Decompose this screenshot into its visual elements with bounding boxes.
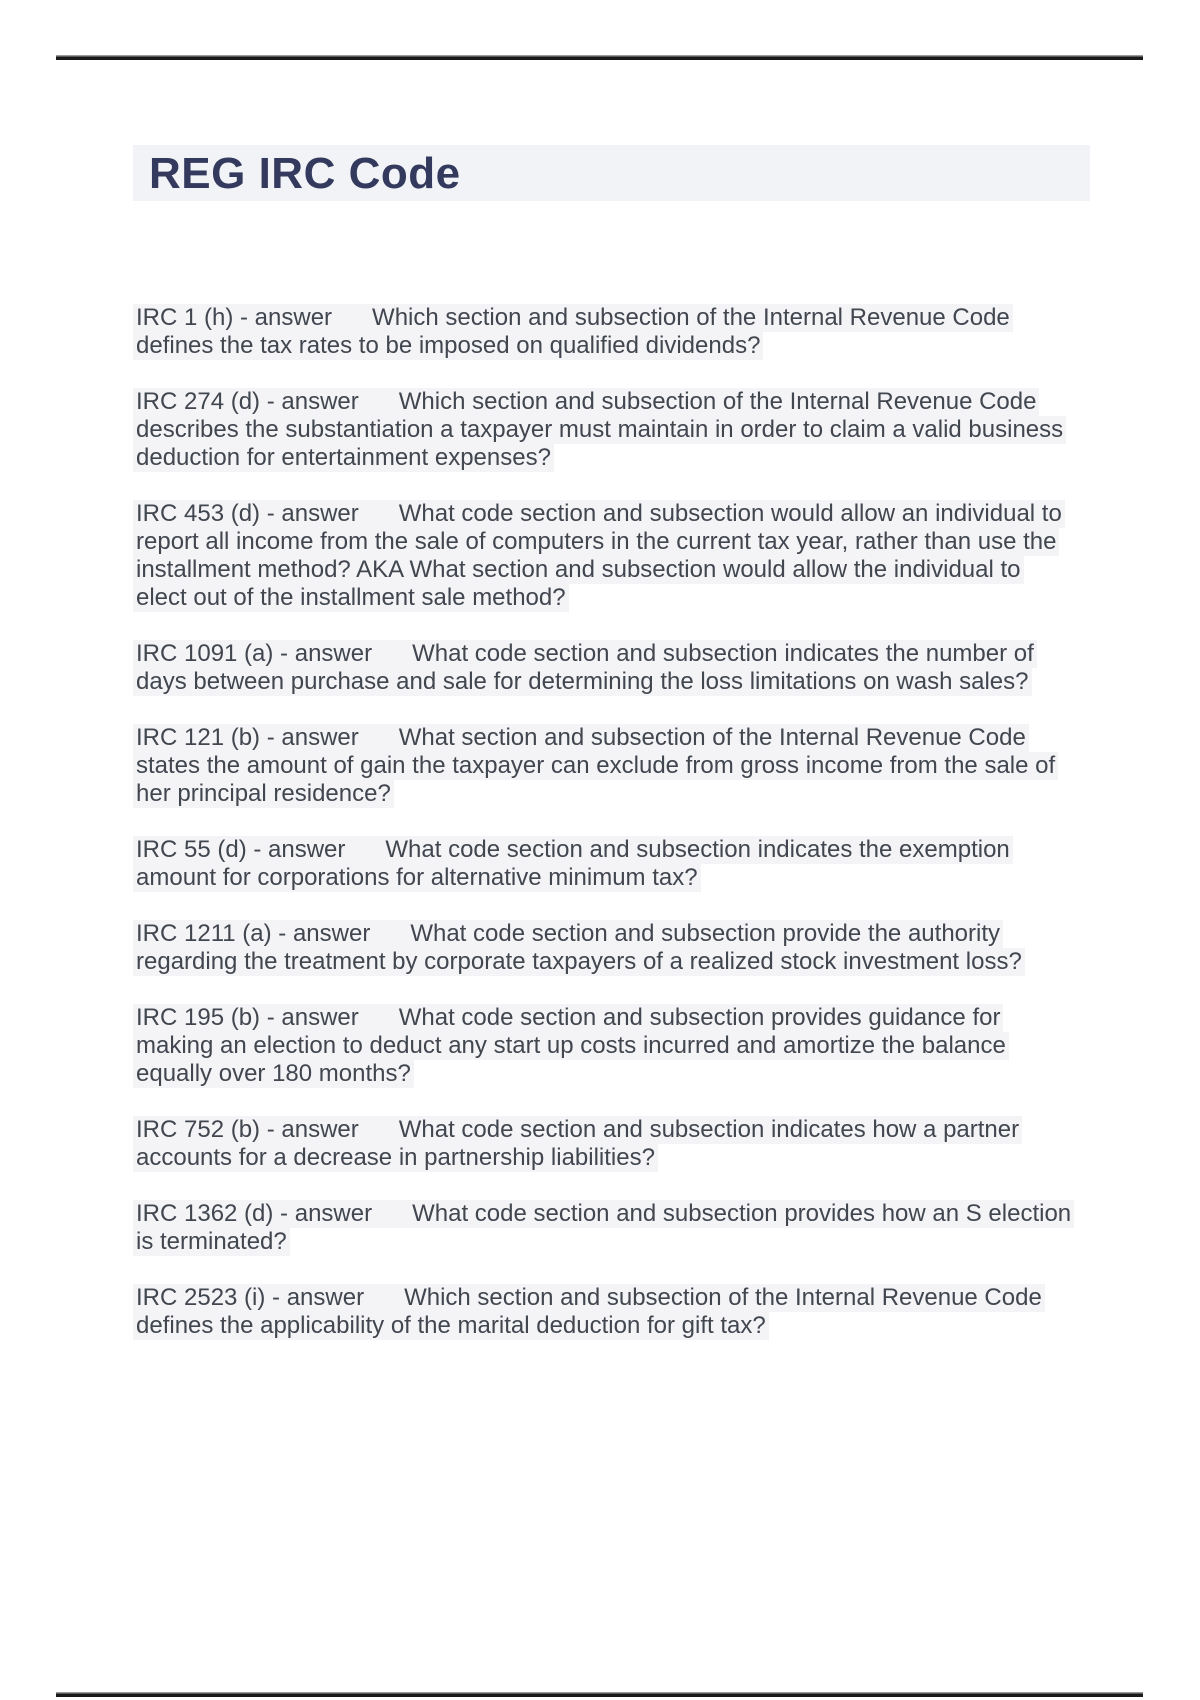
qa-line: IRC 1091 (a) - answer What code section and subsection indicates the number of <box>133 640 1037 668</box>
qa-line: IRC 195 (b) - answer What code section and subsection provides guidance for <box>133 1004 1003 1032</box>
qa-line: accounts for a decrease in partnership liabilities? <box>133 1144 658 1172</box>
qa-line: IRC 55 (d) - answer What code section and subsection indicates the exemption <box>133 836 1013 864</box>
qa-item <box>133 920 1090 976</box>
qa-item <box>133 500 1090 612</box>
qa-line: IRC 1362 (d) - answer What code section and subsection provides how an S election <box>133 1200 1074 1228</box>
qa-line: is terminated? <box>133 1228 290 1256</box>
qa-line: defines the applicability of the marital deduction for gift tax? <box>133 1312 769 1340</box>
qa-line: installment method? AKA What section and subsection would allow the individual to <box>133 556 1024 584</box>
qa-line: making an election to deduct any start up costs incurred and amortize the balance <box>133 1032 1009 1060</box>
qa-line: days between purchase and sale for determining the loss limitations on wash sales? <box>133 668 1032 696</box>
qa-item <box>133 1004 1090 1088</box>
qa-line: IRC 2523 (i) - answer Which section and subsection of the Internal Revenue Code <box>133 1284 1045 1312</box>
qa-item <box>133 388 1090 472</box>
qa-item <box>133 836 1090 892</box>
qa-line: amount for corporations for alternative minimum tax? <box>133 864 701 892</box>
title-bar <box>133 145 1090 201</box>
qa-line: defines the tax rates to be imposed on qualified dividends? <box>133 332 763 360</box>
qa-item <box>133 640 1090 696</box>
qa-line: her principal residence? <box>133 780 394 808</box>
qa-line: deduction for entertainment expenses? <box>133 444 554 472</box>
bottom-rule <box>56 1692 1143 1697</box>
page-title: REG IRC Code <box>149 149 461 198</box>
qa-item <box>133 1284 1090 1340</box>
top-rule <box>56 55 1143 60</box>
qa-item <box>133 1116 1090 1172</box>
qa-list <box>133 304 1090 1368</box>
qa-line: IRC 1 (h) - answer Which section and subsection of the Internal Revenue Code <box>133 304 1013 332</box>
qa-item <box>133 1200 1090 1256</box>
qa-item <box>133 304 1090 360</box>
qa-item <box>133 724 1090 808</box>
qa-line: equally over 180 months? <box>133 1060 414 1088</box>
qa-line: regarding the treatment by corporate taxpayers of a realized stock investment loss? <box>133 948 1025 976</box>
qa-line: IRC 274 (d) - answer Which section and subsection of the Internal Revenue Code <box>133 388 1039 416</box>
qa-line: IRC 453 (d) - answer What code section and subsection would allow an individual to <box>133 500 1065 528</box>
qa-line: IRC 752 (b) - answer What code section and subsection indicates how a partner <box>133 1116 1022 1144</box>
qa-line: report all income from the sale of computers in the current tax year, rather than use the <box>133 528 1059 556</box>
qa-line: describes the substantiation a taxpayer must maintain in order to claim a valid business <box>133 416 1066 444</box>
qa-line: IRC 1211 (a) - answer What code section and subsection provide the authority <box>133 920 1003 948</box>
qa-line: IRC 121 (b) - answer What section and subsection of the Internal Revenue Code <box>133 724 1029 752</box>
qa-line: states the amount of gain the taxpayer can exclude from gross income from the sale of <box>133 752 1058 780</box>
qa-line: elect out of the installment sale method? <box>133 584 569 612</box>
